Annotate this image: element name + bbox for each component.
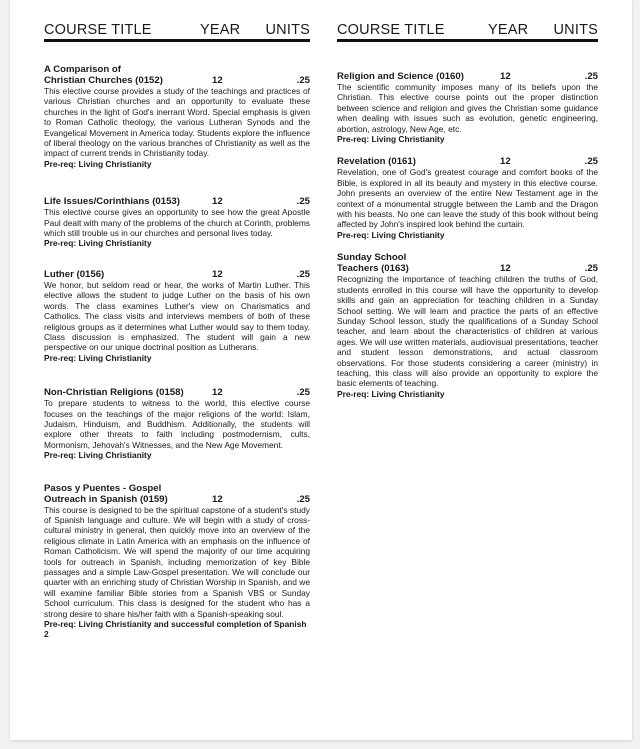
course-description: This elective course gives an opportunity to see how the great Apostle Paul dealt with many of the problems of the church at Corinth, problems which still trouble us in our churches and personal lives today.: [44, 207, 310, 239]
course-units: .25: [296, 75, 310, 86]
course-entry: [337, 156, 598, 240]
course-entry: [44, 64, 310, 169]
course-units: .25: [584, 263, 598, 275]
header-year: YEAR: [488, 22, 529, 38]
course-title: Non-Christian Religions (0158): [44, 387, 184, 399]
course-year: 12: [500, 71, 511, 82]
course-entry: [337, 252, 598, 399]
course-title: Christian Churches (0152): [44, 75, 163, 86]
course-year: 12: [500, 156, 511, 168]
course-year: 12: [212, 75, 223, 86]
course-prereq: Pre-req: Living Christianity: [44, 238, 152, 249]
course-year: 12: [212, 493, 223, 505]
course-units: .25: [584, 156, 598, 168]
course-entry: [44, 196, 310, 249]
course-description: To prepare students to witness to the world, this elective course focuses on the teachings of the major religions of the world: Islam, Judaism, Hinduism, and Buddhism. Additionally, the students will explore other threats to faith including postmodernism, cults, Mormonism, Jehovah's Witnesses, and the New Age Movement.: [44, 398, 310, 450]
course-prereq: Pre-req: Living Christianity: [337, 134, 445, 145]
course-entry: [44, 269, 310, 363]
course-prereq: Pre-req: Living Christianity: [44, 158, 152, 169]
course-title: Life Issues/Corinthians (0153): [44, 196, 180, 208]
course-title: Outreach in Spanish (0159): [44, 493, 168, 505]
course-prereq: Pre-req: Living Christianity and successful completion of Spanish 2: [44, 619, 307, 640]
course-title: Luther (0156): [44, 268, 105, 280]
course-description: This elective course provides a study of the teachings and practices of various Christian churches and an opportunity to evaluate these churches in the light of God's inerrant Word. Special emphasis is given to Roman Catholic theology, the various Lutheran Synods and the Evangelical Movement in America today. Students explore the influence of liberal theology on the various branches of Christianity as well as the impact of current trends in Christianity today.: [44, 86, 310, 159]
header-year: YEAR: [200, 22, 241, 38]
course-units: .25: [296, 493, 310, 505]
course-description: Revelation, one of God's greatest courage and comfort books of the Bible, is explored in all its beauty and mystery in this elective course. John presents an overview of the entire New Testament age in the context of a monumental struggle between the Lamb and the Dragon with his beasts. No one can leave the study of this book without being affected by John's inspired look behind the curtain.: [337, 167, 598, 230]
course-description: The scientific community imposes many of its beliefs upon the Christian. This elective course points out the proper distinction between science and religion and gives the Christian some guidance when dealing with issues such as evolution, genetic engineering, abortion, astrology, New Age, etc.: [337, 82, 598, 134]
header-course-title: COURSE TITLE: [44, 22, 152, 38]
header-course-title: COURSE TITLE: [337, 22, 445, 38]
course-units: .25: [296, 387, 310, 399]
course-units: .25: [584, 71, 598, 82]
course-title-line1: Pasos y Puentes - Gospel: [44, 482, 162, 494]
course-title: Religion and Science (0160): [337, 71, 464, 82]
course-units: .25: [296, 268, 310, 280]
header-units: UNITS: [553, 22, 598, 38]
course-year: 12: [500, 263, 511, 275]
course-prereq: Pre-req: Living Christianity: [337, 229, 445, 240]
column-header: [337, 18, 598, 42]
catalog-page: [10, 0, 632, 740]
course-title-line1: A Comparison of: [44, 64, 121, 75]
course-entry: [337, 71, 598, 144]
course-description: This course is designed to be the spiritual capstone of a student's study of Spanish language and culture. We will begin with a study of cross-cultural ministry in general, then quickly move into an overview of the religious climate in Latin America with an emphasis on the influence of Roman Catholicism. We will spend the majority of our time acquiring tools for outreach in Spanish, including memorization of key Bible passages and a simple Law-Gospel presentation. We will conclude our quarter with an enriching study of Christian Worship in Spanish, and we will examine familiar Bible stories from a Spanish VBS or Sunday School curriculum. This class is designed for the student who has a strong desire to share his/her faith with a Spanish-speaking soul.: [44, 504, 310, 619]
course-title-line1: Sunday School: [337, 252, 407, 264]
course-units: .25: [296, 196, 310, 208]
course-title: Revelation (0161): [337, 156, 416, 168]
course-description: Recognizing the importance of teaching children the truths of God, students enrolled in this course will have the opportunity to develop skills and gain an appreciation for teaching children in a Sunday School setting. We will learn and practice the parts of an effective Sunday School lesson, study the qualifications of a Sunday School teacher, and learn about the characteristics of children at various ages. We will use written materials, audiovisual presentations, teacher and student lesson demonstrations, and actual classroom observations. For those students considering a career (ministry) in teaching, this class will also provide an opportunity to explore the basic elements of teaching.: [337, 274, 598, 389]
right-column: [337, 18, 598, 399]
course-year: 12: [212, 387, 223, 399]
course-prereq: Pre-req: Living Christianity: [44, 450, 152, 461]
course-prereq: Pre-req: Living Christianity: [337, 388, 445, 399]
course-entry: [44, 483, 310, 640]
course-year: 12: [212, 196, 223, 208]
course-year: 12: [212, 268, 223, 280]
course-entry: [44, 387, 310, 460]
left-column: [44, 18, 310, 640]
column-header: [44, 18, 310, 42]
course-prereq: Pre-req: Living Christianity: [44, 352, 152, 363]
course-title: Teachers (0163): [337, 263, 409, 275]
course-description: We honor, but seldom read or hear, the works of Martin Luther. This elective allows the student to judge Luther on the basis of his own words. The class examines Luther's view on Charismatics and Catholics. The class visits and interviews members of both of these religious groups as it determines what Luther would say to them today. Class discussion is emphasized. The student will gain a new perspective on our unique doctrinal position as Lutherans.: [44, 279, 310, 353]
header-units: UNITS: [265, 22, 310, 38]
